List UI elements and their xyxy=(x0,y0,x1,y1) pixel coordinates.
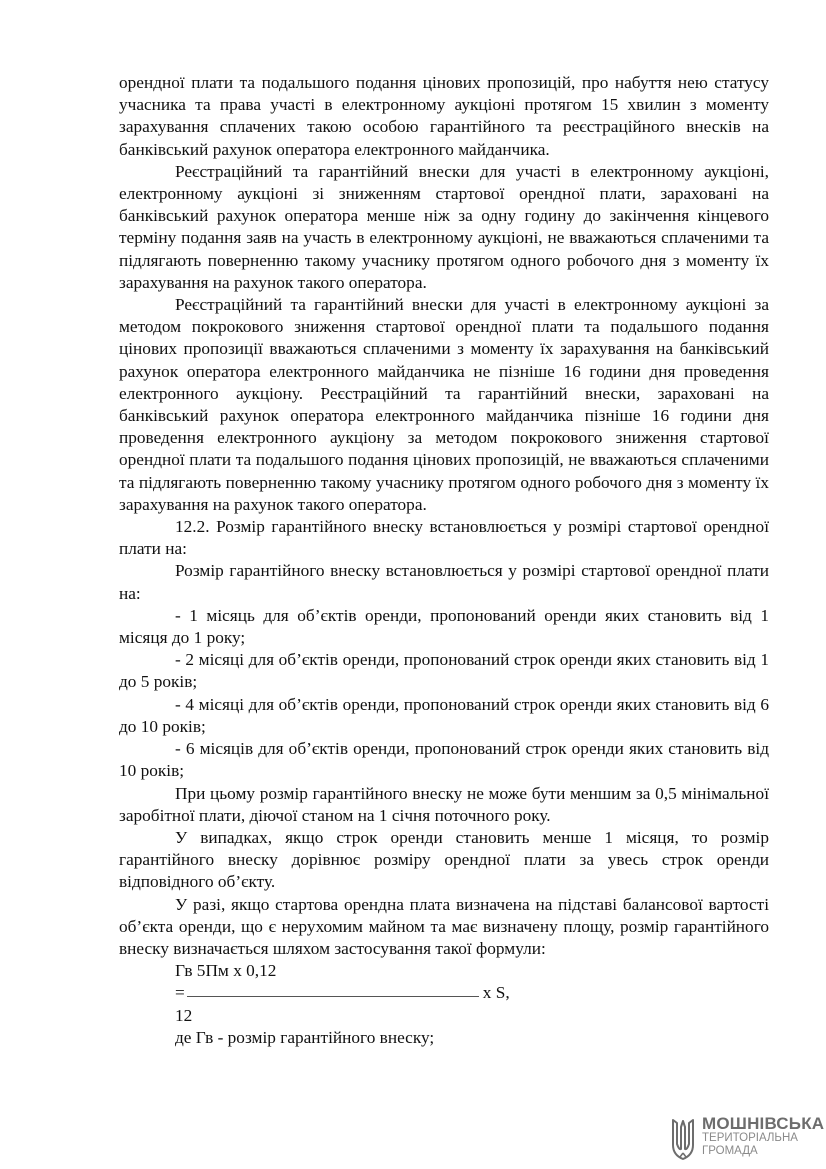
paragraph-short-term: У випадках, якщо строк оренди становить менше 1 місяця, то розмір гарантійного внеску дорівнює розміру орендної плати за увесь строк оренди відповідного об’єкту. xyxy=(119,827,769,892)
formula-equals: = xyxy=(175,983,185,1003)
paragraph-continuation: орендної плати та подальшого подання цінових пропозицій, про набуття нею статусу учасника та права участі в електронному аукціоні протягом 15 хвилин з моменту зарахування сплачених такою особою гарантійного та реєстраційного внесків на банківський рахунок оператора електронного майданчика. xyxy=(119,73,769,159)
list-item: - 1 місяць для об’єктів оренди, пропонований оренди яких становить від 1 місяця до 1 року; xyxy=(119,605,769,648)
paragraph-minimum-wage: При цьому розмір гарантійного внеску не може бути меншим за 0,5 мінімальної заробітної плати, діючої станом на 1 січня поточного року. xyxy=(119,783,769,825)
trident-icon xyxy=(670,1117,696,1161)
logo-subtitle: ГРОМАДА xyxy=(702,1144,758,1157)
formula-underline xyxy=(187,996,479,997)
formula-numerator: Гв 5Пм х 0,12 xyxy=(175,961,277,981)
community-logo xyxy=(670,1114,825,1163)
logo-subtitle: ТЕРИТОРІАЛЬНА xyxy=(702,1132,798,1144)
list-item: - 2 місяці для об’єктів оренди, пропонований строк оренди яких становить від 1 до 5 років; xyxy=(119,650,769,692)
formula-fraction-line xyxy=(175,982,769,1004)
formula-definition: де Гв - розмір гарантійного внеску; xyxy=(175,1027,435,1047)
guarantee-formula xyxy=(119,960,769,1049)
formula-denominator: 12 xyxy=(175,1005,193,1025)
paragraph-guarantee-size: Розмір гарантійного внеску встановлюється у розмірі стартової орендної плати на: xyxy=(119,561,769,603)
formula-multiplier: х S, xyxy=(482,983,510,1003)
paragraph-formula-intro: У разі, якщо стартова орендна плата визначена на підставі балансової вартості об’єкта оренди, що є нерухомим майном та має визначену площу, розмір гарантійного внеску визначається шляхом застосування такої формули: xyxy=(119,894,769,958)
paragraph-stepwise-auction: Реєстраційний та гарантійний внески для участі в електронному аукціоні за методом покрокового зниження стартової орендної плати та подальшого подання цінових пропозиції вважаються сплаченими з моменту їх зарахування на банківський рахунок оператора електронного майданчика не пізніше 16 години дня проведення електронного аукціону. Реєстраційний та гарантійний внески, зараховані на банківський рахунок оператора електронного майданчика пізніше 16 години дня проведення електронного аукціону за методом покрокового зниження стартової орендної плати та подальшого подання цінових пропозицій, не вважаються сплаченими та підлягають поверненню такому учаснику протягом одного робочого дня з моменту їх зарахування на рахунок такого оператора. xyxy=(119,295,769,514)
paragraph-registration-deadline: Реєстраційний та гарантійний внески для участі в електронному аукціоні, електронному аукціоні зі зниженням стартової орендної плати, зараховані на банківський рахунок оператора менше ніж за одну годину до закінчення кінцевого терміну подання заяв на участь в електронному аукціоні, не вважаються сплаченими та підлягають поверненню такому учаснику протягом одного робочого дня з моменту їх зарахування на рахунок такого оператора. xyxy=(119,161,769,292)
logo-name: МОШНІВСЬКА xyxy=(702,1114,825,1133)
list-item: - 4 місяці для об’єктів оренди, пропонований строк оренди яких становить від 6 до 10 років; xyxy=(119,694,769,736)
document-body xyxy=(119,72,769,1049)
list-item: - 6 місяців для об’єктів оренди, пропонований строк оренди яких становить від 10 років; xyxy=(119,739,769,781)
paragraph-section-12-2: 12.2. Розмір гарантійного внеску встановлюється у розмірі стартової орендної плати на: xyxy=(119,517,769,559)
